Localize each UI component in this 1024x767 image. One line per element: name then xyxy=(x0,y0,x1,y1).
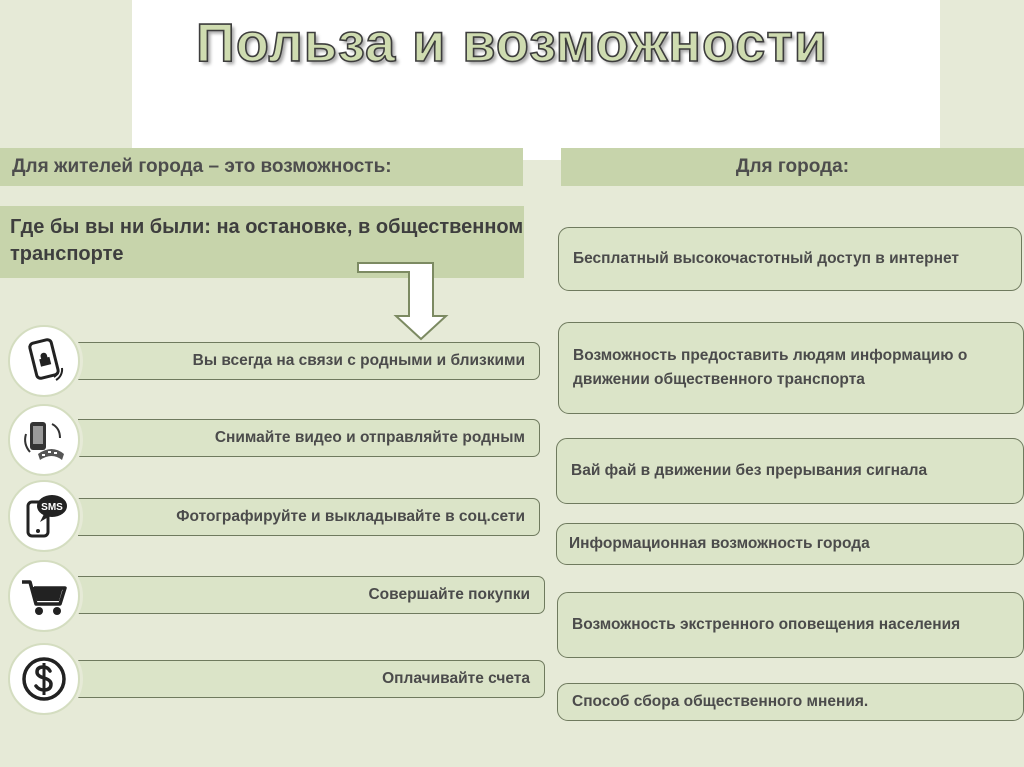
city-item xyxy=(556,438,1024,504)
city-item xyxy=(557,592,1024,658)
city-item-text: Бесплатный высокочастотный доступ в интернет xyxy=(573,250,960,267)
city-item xyxy=(558,227,1022,291)
city-item xyxy=(557,683,1024,721)
citizen-item xyxy=(78,498,540,536)
city-item-text: Информационная возможность города xyxy=(569,535,870,552)
citizen-item-label: Совершайте покупки xyxy=(368,586,530,603)
dollar-icon xyxy=(8,643,80,715)
down-arrow-icon xyxy=(355,258,450,342)
citizen-item-label: Фотографируйте и выкладывайте в соц.сети xyxy=(176,508,525,525)
sms-icon-label: SMS xyxy=(41,502,63,513)
shopping-cart-icon xyxy=(8,560,80,632)
citizen-item-label: Снимайте видео и отправляйте родным xyxy=(214,429,525,446)
citizen-item-label: Оплачивайте счета xyxy=(382,670,530,687)
citizen-item xyxy=(78,419,540,457)
city-item-text: Вай фай в движении без прерывания сигнала xyxy=(571,462,928,479)
city-header: Для города: xyxy=(561,148,1024,186)
citizen-item xyxy=(78,660,545,698)
page-title: Польза и возможности xyxy=(196,13,828,73)
citizen-item xyxy=(78,342,540,380)
city-item-text: Возможность предоставить людям информацию о движении общественного транспорта xyxy=(573,347,968,388)
citizen-item-label: Вы всегда на связи с родными и близкими xyxy=(192,352,525,369)
city-item-text: Способ сбора общественного мнения. xyxy=(572,693,869,710)
city-item-text: Возможность экстренного оповещения населения xyxy=(572,616,961,633)
sms-phone-icon xyxy=(8,480,80,552)
citizens-header: Для жителей города – это возможность: xyxy=(0,148,523,186)
citizen-item xyxy=(78,576,545,614)
city-item xyxy=(558,322,1024,414)
video-film-phone-icon xyxy=(8,404,80,476)
phone-lock-icon xyxy=(8,325,80,397)
city-item xyxy=(556,523,1024,565)
where-banner: Где бы вы ни были: на остановке, в общественном транспорте xyxy=(0,206,524,278)
